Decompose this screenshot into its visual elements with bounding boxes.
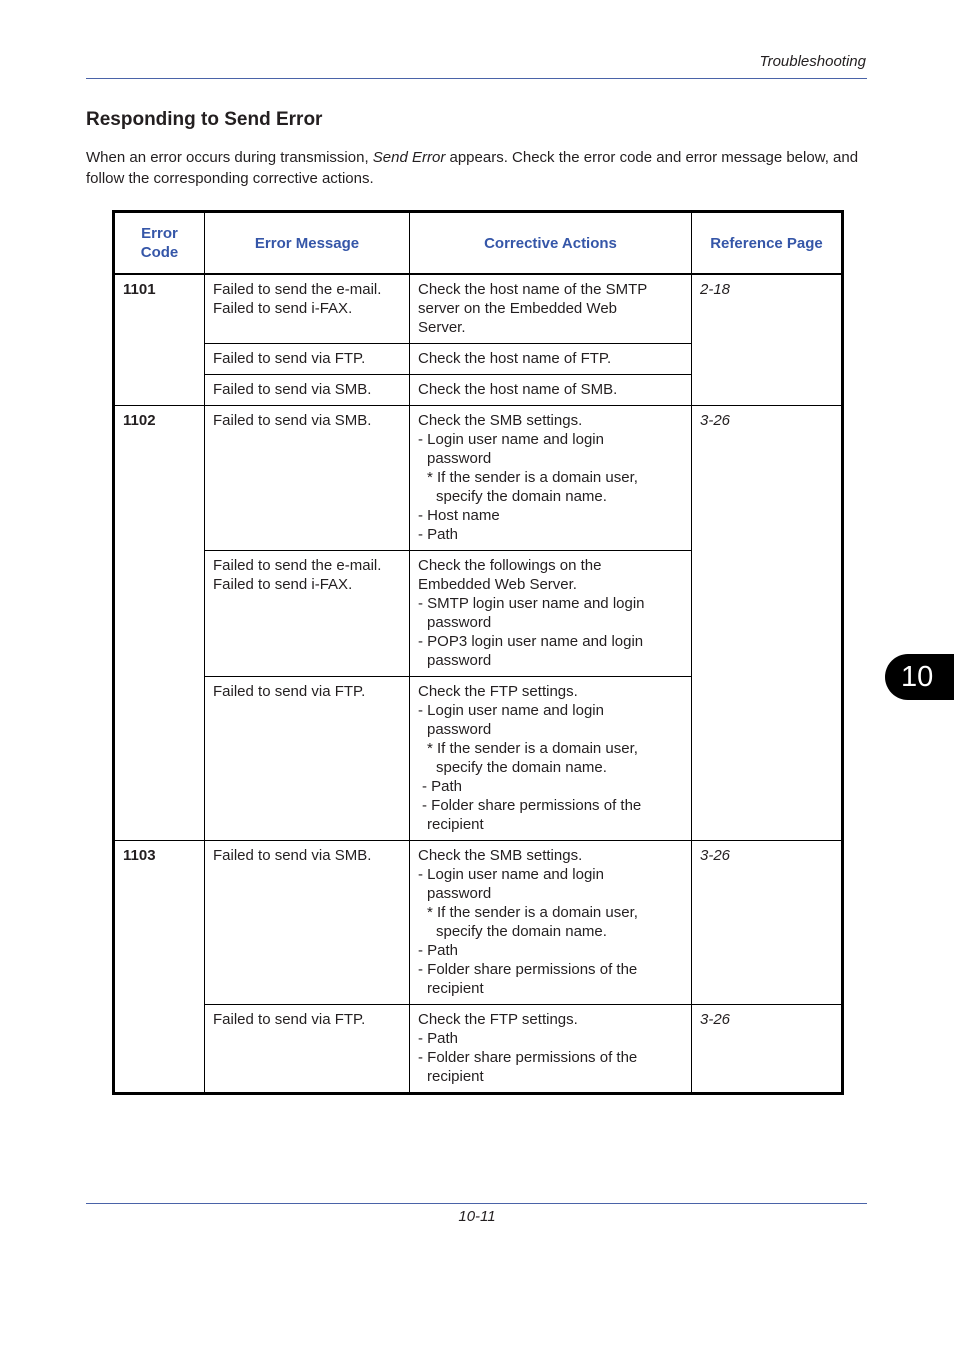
action-line: - SMTP login user name and login [418,595,645,612]
action-line: password [427,885,492,902]
header-reference-page: Reference Page [692,212,843,275]
corrective-action-cell [410,841,692,1005]
error-message-cell: Failed to send via SMB. [205,841,410,1005]
send-error-emphasis: Send Error [372,149,446,166]
action-line: * If the sender is a domain user, [427,904,638,921]
action-line: - POP3 login user name and login [418,633,644,650]
message-line: Failed to send i-FAX. [213,300,353,317]
header-rule [86,78,867,79]
error-code-cell: 1102 [114,406,205,841]
error-message-cell: Failed to send via FTP. [205,677,410,841]
error-message-cell: Failed to send via SMB. [205,406,410,551]
action-line: Check the FTP settings. [418,1011,578,1028]
table-row [114,274,843,344]
action-line: Check the host name of the SMTP [418,281,648,298]
action-line: * If the sender is a domain user, [427,740,638,757]
error-message-cell: Failed to send via FTP. [205,1005,410,1094]
action-line: Check the followings on the [418,557,602,574]
error-message-cell [205,551,410,677]
table-row [114,841,843,1005]
reference-page-cell: 3-26 [692,841,843,1005]
error-code-cell: 1103 [114,841,205,1094]
action-line: - Host name [418,507,500,524]
action-line: recipient [427,980,484,997]
error-code-cell: 1101 [114,274,205,406]
action-line: - Path [418,942,459,959]
action-line: recipient [427,1068,484,1085]
action-line: specify the domain name. [436,488,607,505]
action-line: Check the FTP settings. [418,683,578,700]
action-line: - Login user name and login [418,431,604,448]
action-line: - Folder share permissions of the [418,961,638,978]
error-message-cell [205,274,410,344]
corrective-action-cell: Check the host name of SMB. [410,375,692,406]
action-line: Embedded Web Server. [418,576,577,593]
reference-page-cell: 3-26 [692,1005,843,1094]
page-number: 10-11 [458,1208,496,1225]
reference-page-cell: 3-26 [692,406,843,841]
action-line: - Login user name and login [418,866,604,883]
message-line: Failed to send the e-mail. [213,557,382,574]
header-corrective-actions: Corrective Actions [410,212,692,275]
action-line: password [427,450,492,467]
action-line: recipient [427,816,484,833]
action-line: Check the SMB settings. [418,412,583,429]
action-line: Check the SMB settings. [418,847,583,864]
corrective-action-cell [410,677,692,841]
intro-text-end: appears. Check the error code and error message below, and follow the corresponding corrective actions. [86,149,859,187]
send-error-table [112,210,844,1095]
action-line: password [427,652,492,669]
error-message-cell: Failed to send via FTP. [205,344,410,375]
chapter-number: 10 [901,661,934,693]
corrective-action-cell [410,274,692,344]
table-header-row [114,212,843,275]
corrective-action-cell [410,406,692,551]
chapter-tab [885,654,954,700]
section-title: Responding to Send Error [86,109,323,130]
intro-text-start: When an error occurs during transmission, [86,149,373,166]
message-line: Failed to send i-FAX. [213,576,353,593]
corrective-action-cell: Check the host name of FTP. [410,344,692,375]
action-line: - Path [422,778,463,795]
corrective-action-cell [410,1005,692,1094]
action-line: Server. [418,319,466,336]
action-line: - Path [418,1030,459,1047]
action-line: server on the Embedded Web [418,300,618,317]
action-line: * If the sender is a domain user, [427,469,638,486]
corrective-action-cell [410,551,692,677]
table-row [114,1005,843,1094]
running-header: Troubleshooting [759,53,866,70]
reference-page-cell: 2-18 [692,274,843,406]
message-line: Failed to send the e-mail. [213,281,382,298]
action-line: - Folder share permissions of the [422,797,642,814]
intro-paragraph [86,147,876,189]
header-error-message: Error Message [205,212,410,275]
footer-rule [86,1203,867,1204]
action-line: - Folder share permissions of the [418,1049,638,1066]
table-row [114,406,843,551]
action-line: - Login user name and login [418,702,604,719]
action-line: specify the domain name. [436,759,607,776]
error-message-cell: Failed to send via SMB. [205,375,410,406]
header-error-code: Error Code [114,212,205,275]
action-line: - Path [418,526,459,543]
action-line: password [427,721,492,738]
action-line: password [427,614,492,631]
action-line: specify the domain name. [436,923,607,940]
